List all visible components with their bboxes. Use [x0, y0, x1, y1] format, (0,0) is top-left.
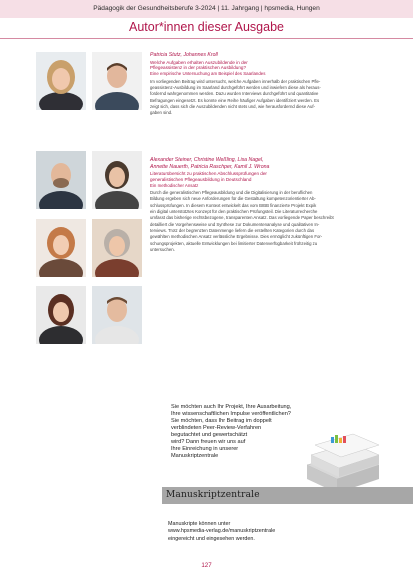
- author-photo-kroll: [92, 52, 142, 110]
- page-number: 127: [201, 562, 212, 569]
- author-photo-wessling: [92, 151, 142, 209]
- title-divider: [0, 38, 413, 39]
- author-photo-stutz: [36, 52, 86, 110]
- submission-call-to-action: Sie möchten auch Ihr Projekt, Ihre Ausarbeitung, Ihre wissenschaftlichen Impulse veröffentlichen? Sie möchten, dass Ihr Beitrag im doppelt verblindeten Peer-Review-Verfahren begutachtet und gewertschätzt wird? Dann freuen wir uns auf Ihre Einreichung in unserer Manuskriptzentrale: [171, 404, 292, 459]
- manuskriptzentrale-title: Manuskriptzentrale: [166, 490, 260, 500]
- author-photo-raschper: [36, 286, 86, 344]
- paper-stack-icon: [299, 425, 384, 495]
- article-2: [150, 157, 390, 253]
- author-photo-nagel: [36, 219, 86, 277]
- article-1: [150, 52, 390, 116]
- article-1-subtitle: Eine empirische Untersuchung am Beispiel des Saarlandes: [150, 71, 266, 77]
- author-photo-wrona: [92, 286, 142, 344]
- article-2-subtitle: Ein methodischer Ansatz: [150, 182, 199, 188]
- manuskriptzentrale-text: Manuskripte können unter www.hpsmedia-verlag.de/manuskriptzentrale eingereicht und eingesehen werden.: [168, 521, 338, 543]
- page-title: Autor*innen dieser Ausgabe: [129, 20, 284, 34]
- author-photo-nauerth: [92, 219, 142, 277]
- manuskriptzentrale-link[interactable]: www.hpsmedia-verlag.de/manuskriptzentrale: [168, 528, 276, 535]
- article-1-title: Welche Aufgaben erhalten Auszubildende in der Pflegeassistenz in der praktischen Ausbildung?: [150, 59, 248, 71]
- article-1-authors: Patricia Stutz, Johannes Kroll: [150, 52, 218, 58]
- running-head: Pädagogik der Gesundheitsberufe 3-2024 | 11. Jahrgang | hpsmedia, Hungen: [0, 0, 413, 18]
- article-2-abstract: Durch die generalistischen Pflegeausbildung und die Digitalisierung in der beruflichen Bildung ergeben sich neue Anforderungen für die Gestaltung kompetenzorientierter Ab- schlussprüfungen. In diesem Kontext entwickelt das vom BIBB finanzierte Projekt Expik ein digital unterstütztes Konzept für den praktischen Prüfungsteil. Die Literaturrecherche umfasst das bisherige rechtsbezogene, transparenten Ansatz. Das vorliegende Paper beschreibt detailliert die Vorgehensweise und Synthese zur Dokumentenanalyse und qualitativen In- terviews. Trotz der begrenzten Datenmenge liefern die erstellten Kategorien durch das gewählten methodischen Ansatz verlässliche Ergebnisse. Dies ermöglicht zukünftigen For- schungsprojekten, aktuelle Entwicklungen bei limitierter Datenverfügbarkeit frühzeitig zu untersuchen.: [150, 190, 334, 252]
- article-2-title: Literaturübersicht zu praktischen Abschlussprüfungen der generalistischen Pflegeausbildung in Deutschland: [150, 171, 267, 182]
- author-photo-steiner: [36, 151, 86, 209]
- article-1-abstract: Im vorliegenden Beitrag wird untersucht, welche Aufgaben innerhalb der praktischen Pfle- geassistenz-Ausbildung im Saarland durchgeführt werden und inwiefern diese als heraus- fordernd wahrgenommen werden. Dazu wurden Interviews durchgeführt und quantitative Befragungen eingesetzt. Es konnte eine Reihe häufiger Aufgaben identifiziert werden. Es zeigt sich, dass sich die Auszubildenden nicht stets und, wie herausfordernd diese Auf- gaben sind.: [150, 78, 321, 116]
- article-2-authors: Alexander Steiner, Christine Weßling, Lisa Nagel, Annette Nauerth, Patricia Raschper, Kamil J. Wrona: [150, 157, 270, 170]
